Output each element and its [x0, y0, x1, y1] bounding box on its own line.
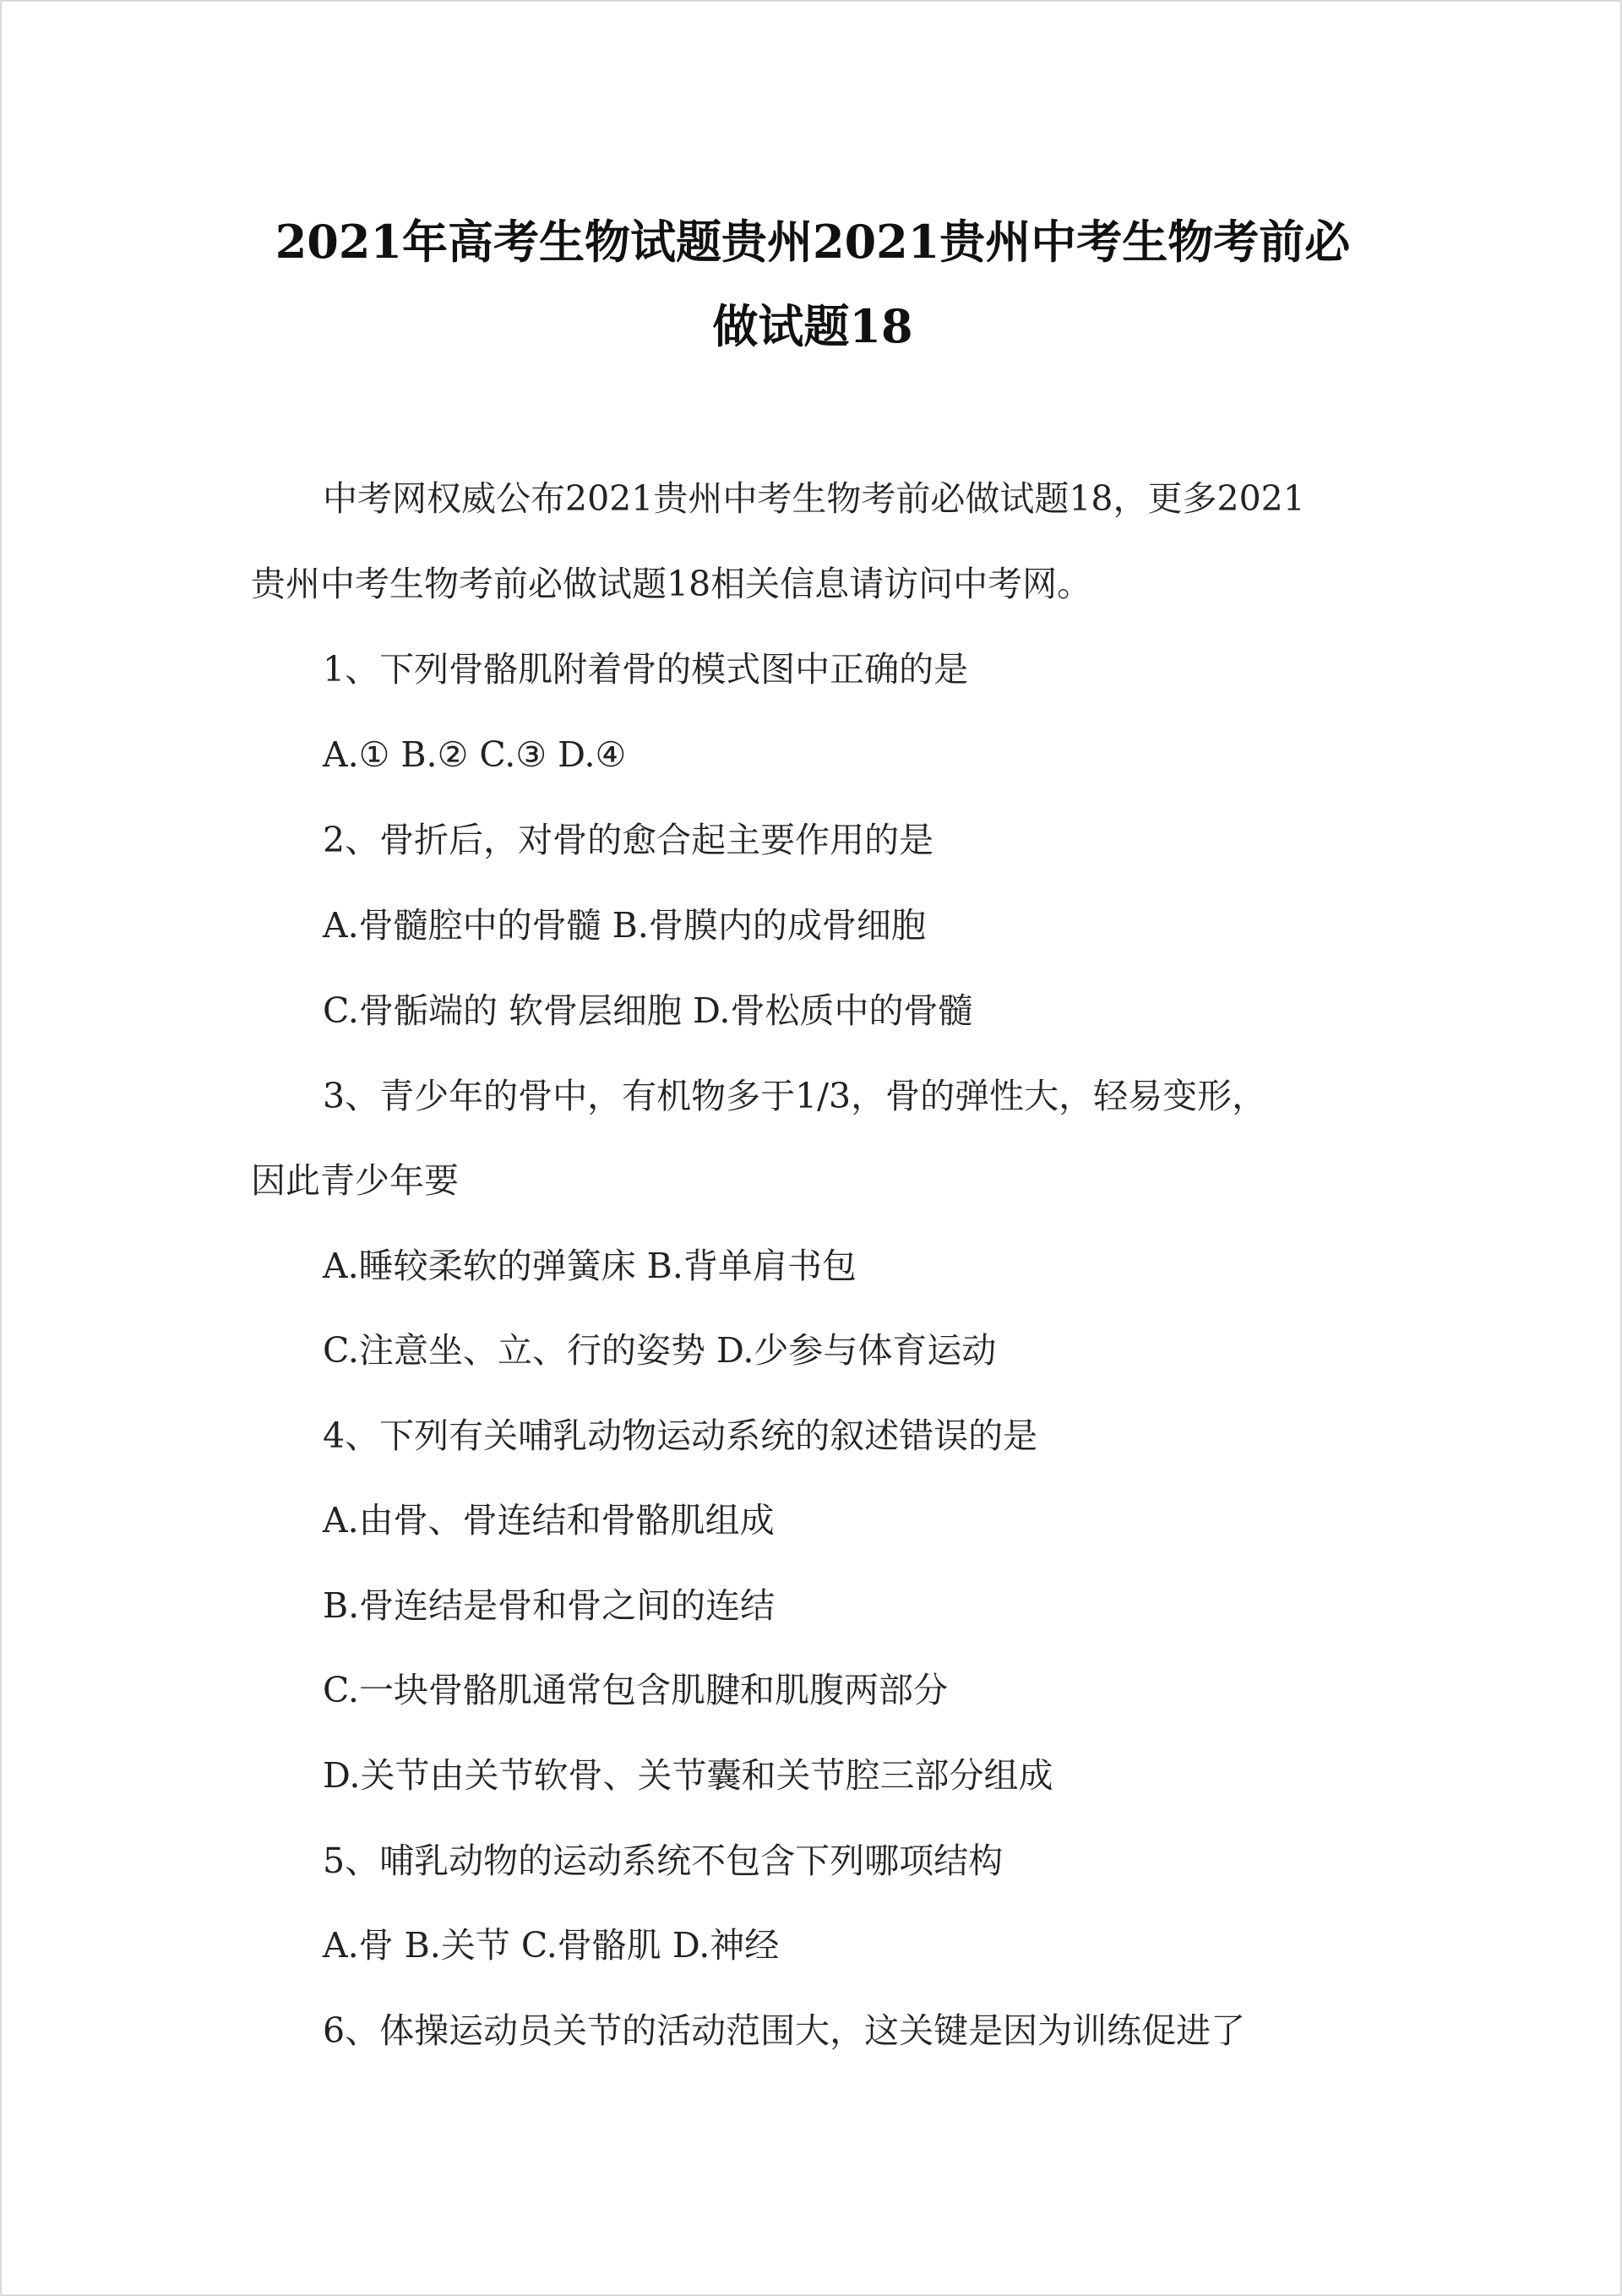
question-4-text: 4、下列有关哺乳动物运动系统的叙述错误的是 [323, 1415, 1038, 1456]
question-3-text-line-2: 因此青少年要 [251, 1160, 459, 1201]
question-3-options-cd: C.注意坐、立、行的姿势 D.少参与体育运动 [323, 1330, 997, 1371]
question-1-text: 1、下列骨骼肌附着骨的模式图中正确的是 [323, 649, 969, 690]
question-4-option-a: A.由骨、骨连结和骨骼肌组成 [323, 1500, 775, 1541]
question-3-text-line-1: 3、青少年的骨中，有机物多于1/3，骨的弹性大，轻易变形， [323, 1076, 1267, 1116]
question-3-options-ab: A.睡较柔软的弹簧床 B.背单肩书包 [323, 1246, 857, 1286]
question-6-text: 6、体操运动员关节的活动范围大，这关键是因为训练促进了 [323, 2010, 1246, 2051]
question-5-text: 5、哺乳动物的运动系统不包含下列哪项结构 [323, 1841, 1004, 1881]
document-title-line-1: 2021年高考生物试题贵州2021贵州中考生物考前必 [275, 215, 1351, 269]
question-1-options: A.① B.② C.③ D.④ [323, 734, 627, 775]
intro-paragraph-line-2: 贵州中考生物考前必做试题18相关信息请访问中考网。 [251, 564, 1092, 604]
question-4-option-b: B.骨连结是骨和骨之间的连结 [323, 1585, 776, 1626]
question-4-option-d: D.关节由关节软骨、关节囊和关节腔三部分组成 [323, 1755, 1053, 1796]
document-title-line-2: 做试题18 [712, 299, 913, 353]
question-2-text: 2、骨折后，对骨的愈合起主要作用的是 [323, 820, 934, 860]
intro-paragraph-line-1: 中考网权威公布2021贵州中考生物考前必做试题18，更多2021 [323, 478, 1305, 519]
question-2-options-ab: A.骨髓腔中的骨髓 B.骨膜内的成骨细胞 [323, 905, 926, 946]
question-4-option-c: C.一块骨骼肌通常包含肌腱和肌腹两部分 [323, 1670, 948, 1710]
question-5-options: A.骨 B.关节 C.骨骼肌 D.神经 [323, 1925, 780, 1966]
question-2-options-cd: C.骨骺端的 软骨层细胞 D.骨松质中的骨髓 [323, 990, 973, 1031]
